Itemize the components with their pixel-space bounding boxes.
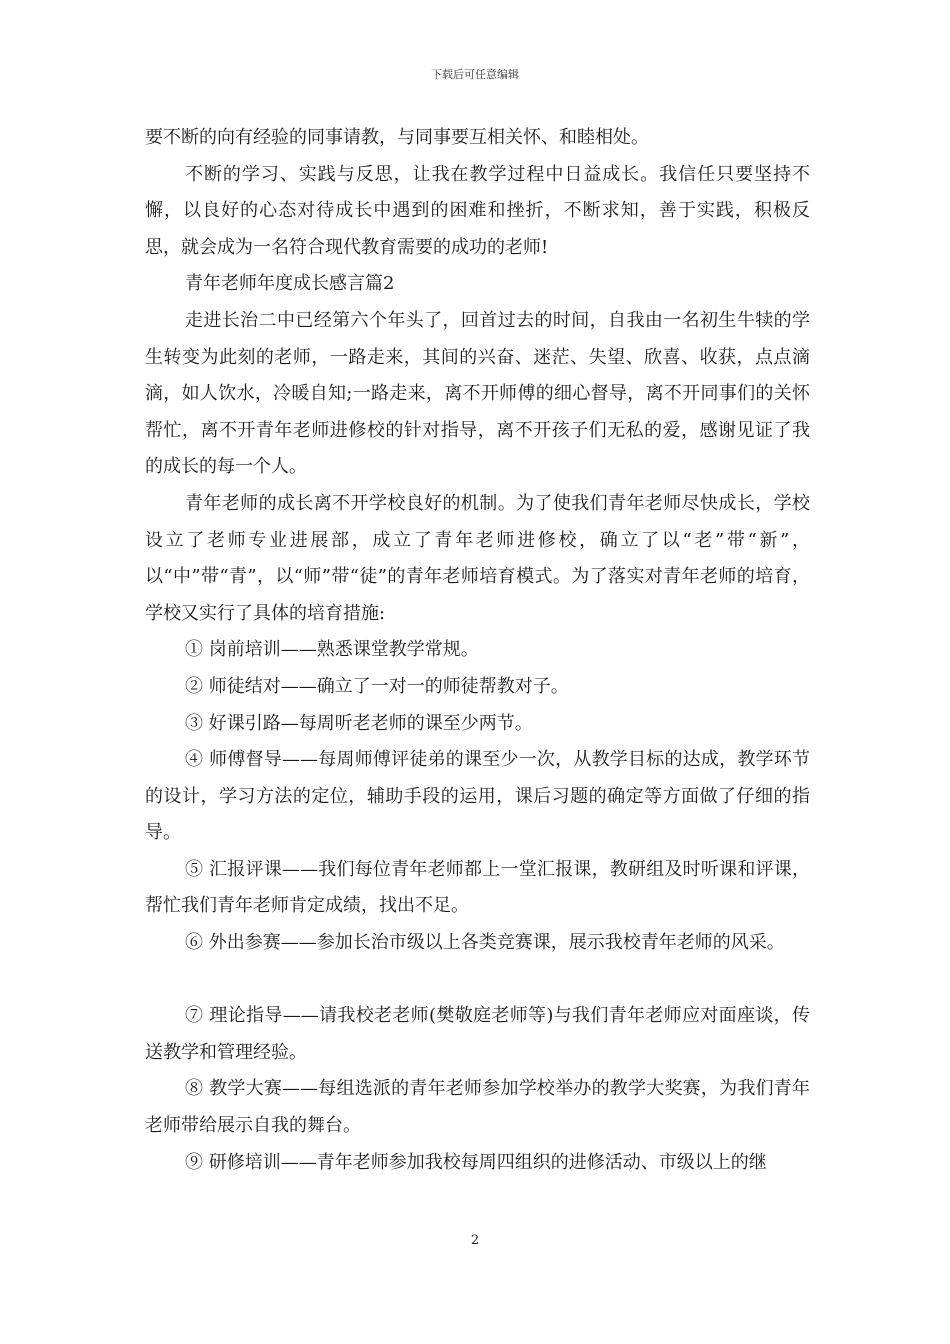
- paragraph: 走进长治二中已经第六个年头了，回首过去的时间，自我由一名初生牛犊的学生转变为此刻的老师，一路走来，其间的兴奋、迷茫、失望、欣喜、收获，点点滴滴，如人饮水，冷暖自知;一路走来，离不开师傅的细心督导，离不开同事们的关怀帮忙，离不开青年老师进修校的针对指导，离不开孩子们无私的爱，感谢见证了我的成长的每一个人。: [145, 309, 810, 478]
- list-item: ① 岗前培训——熟悉课堂教学常规。: [185, 639, 479, 661]
- blank-line: [145, 962, 810, 999]
- section-heading: 青年老师年度成长感言篇2: [185, 273, 395, 295]
- list-item: ④ 师傅督导——每周师傅评徒弟的课至少一次，从教学目标的达成，教学环节的设计，学习方法的定位，辅助手段的运用，课后习题的确定等方面做了仔细的指导。: [145, 749, 810, 844]
- page-header: 下载后可任意编辑: [431, 68, 519, 81]
- list-item: ③ 好课引路—每周听老老师的课至少两节。: [185, 712, 533, 734]
- list-item: ⑦ 理论指导——请我校老老师(樊敬庭老师等)与我们青年老师应对面座谈，传送教学和管理经验。: [145, 1005, 810, 1063]
- page-number: 2: [470, 1233, 480, 1248]
- list-item: ② 师徒结对——确立了一对一的师徒帮教对子。: [185, 675, 569, 697]
- paragraph: 要不断的向有经验的同事请教，与同事要互相关怀、和睦相处。: [145, 127, 649, 148]
- list-item: ⑤ 汇报评课——我们每位青年老师都上一堂汇报课，教研组及时听课和评课，帮忙我们青年老师肯定成绩，找出不足。: [145, 858, 810, 917]
- document-body: [145, 120, 810, 1181]
- paragraph: 青年老师的成长离不开学校良好的机制。为了使我们青年老师尽快成长，学校设立了老师专业进展部，成立了青年老师进修校，确立了以“老”带“新”，以“中”带“青”，以“师”带“徒”的青年老师培育模式。为了落实对青年老师的培育，学校又实行了具体的培育措施:: [145, 492, 810, 624]
- list-item: ⑧ 教学大赛——每组选派的青年老师参加学校举办的教学大奖赛，为我们青年老师带给展示自我的舞台。: [145, 1078, 810, 1137]
- list-item: ⑥ 外出参赛——参加长治市级以上各类竞赛课，展示我校青年老师的风采。: [185, 932, 785, 954]
- paragraph: 不断的学习、实践与反思，让我在教学过程中日益成长。我信任只要坚持不懈，以良好的心态对待成长中遇到的困难和挫折，不断求知，善于实践，积极反思，就会成为一名符合现代教育需要的成功的老师!: [145, 163, 810, 258]
- list-item: ⑨ 研修培训——青年老师参加我校每周四组织的进修活动、市级以上的继: [185, 1151, 767, 1173]
